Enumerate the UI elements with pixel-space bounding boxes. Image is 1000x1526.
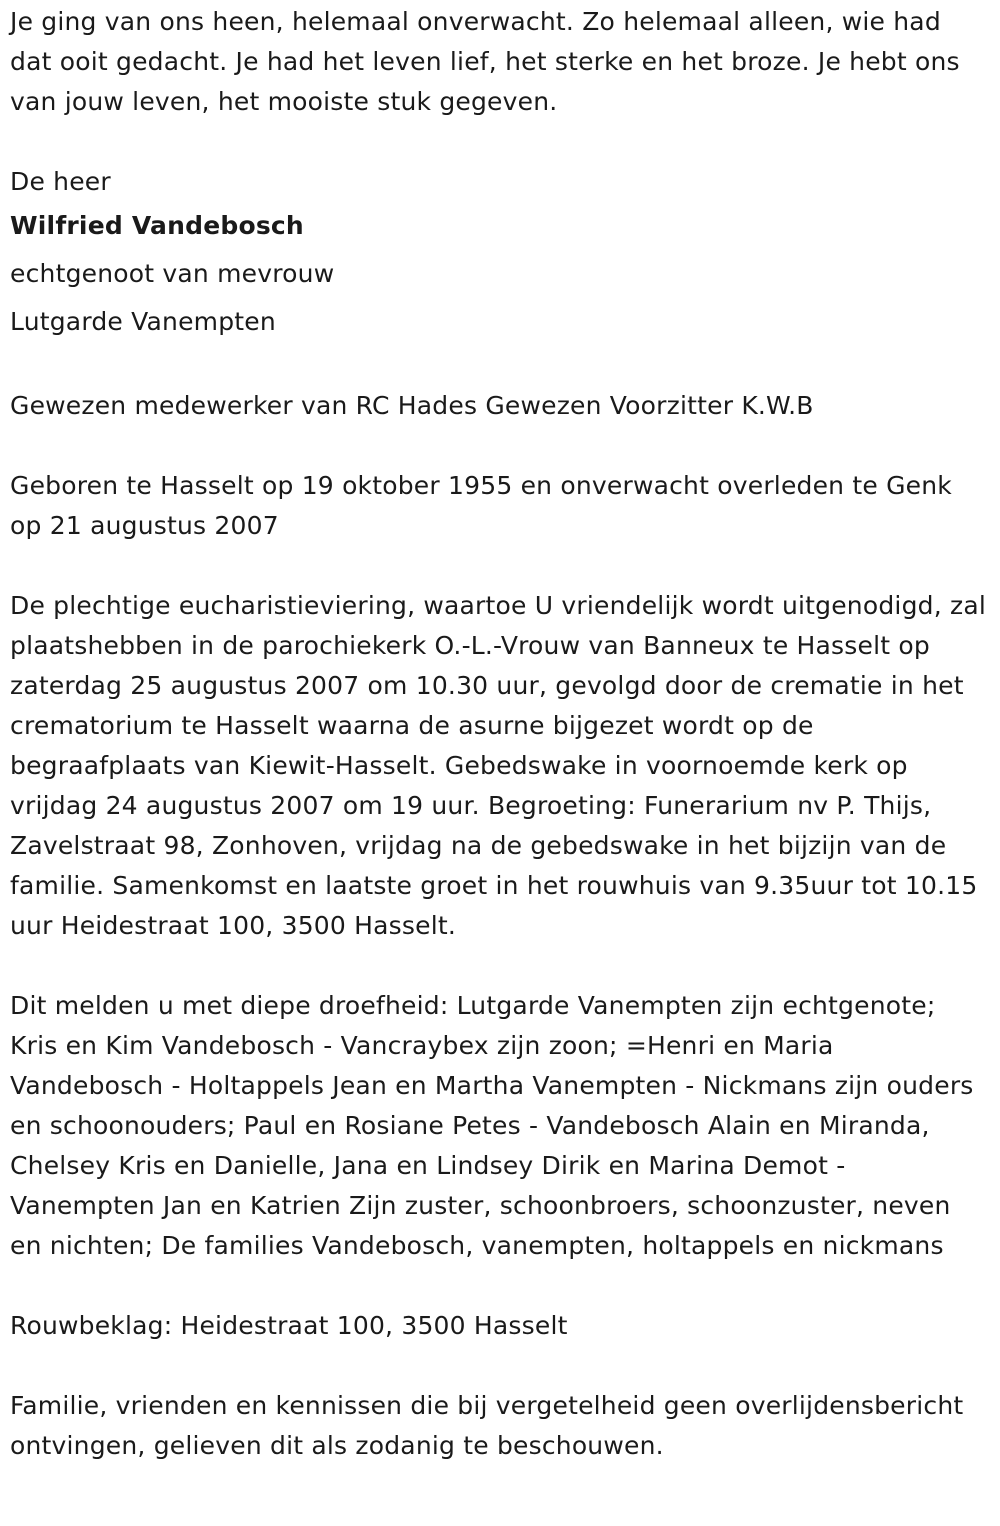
condolence-address: Rouwbeklag: Heidestraat 100, 3500 Hasselt xyxy=(10,1311,568,1340)
deceased-block xyxy=(10,162,990,346)
intro-poem: Je ging van ons heen, helemaal onverwacht. Zo helemaal alleen, wie had dat ooit gedacht. Je had het leven lief, het sterke en het broze. Je hebt ons van jouw leven, het mooiste stuk gegeven. xyxy=(10,7,960,116)
birth-death-text: Geboren te Hasselt op 19 oktober 1955 en onverwacht overleden te Genk op 21 augustus 2007 xyxy=(10,471,952,540)
ceremony-text: De plechtige eucharistieviering, waartoe U vriendelijk wordt uitgenodigd, zal plaatshebben in de parochiekerk O.-L.-Vrouw van Banneux te Hasselt op zaterdag 25 augustus 2007 om 10.30 uur, gevolgd door de crematie in het crematorium te Hasselt waarna de asurne bijgezet wordt op de begraafplaats van Kiewit-Hasselt. Gebedswake in voornoemde kerk op vrijdag 24 augustus 2007 om 19 uur. Begroeting: Funerarium nv P. Thijs, Zavelstraat 98, Zonhoven, vrijdag na de gebedswake in het bijzijn van de familie. Samenkomst en laatste groet in het rouwhuis van 9.35uur tot 10.15 uur Heidestraat 100, 3500 Hasselt. xyxy=(10,591,986,940)
closing-note: Familie, vrienden en kennissen die bij vergetelheid geen overlijdensbericht ontvingen, gelieven dit als zodanig te beschouwen. xyxy=(10,1391,964,1460)
spouse-label: echtgenoot van mevrouw xyxy=(10,259,335,288)
spouse-name: Lutgarde Vanempten xyxy=(10,307,276,336)
roles-text: Gewezen medewerker van RC Hades Gewezen Voorzitter K.W.B xyxy=(10,391,814,420)
obituary-text xyxy=(10,2,990,1466)
title-prefix: De heer xyxy=(10,167,111,196)
deceased-name: Wilfried Vandebosch xyxy=(10,211,304,240)
announcement-text: Dit melden u met diepe droefheid: Lutgarde Vanempten zijn echtgenote; Kris en Kim Vandebosch - Vancraybex zijn zoon; =Henri en Maria Vandebosch - Holtappels Jean en Martha Vanempten - Nickmans zijn ouders en schoonouders; Paul en Rosiane Petes - Vandebosch Alain en Miranda, Chelsey Kris en Danielle, Jana en Lindsey Dirik en Marina Demot - Vanempten Jan en Katrien Zijn zuster, schoonbroers, schoonzuster, neven en nichten; De families Vandebosch, vanempten, holtappels en nickmans xyxy=(10,991,974,1260)
